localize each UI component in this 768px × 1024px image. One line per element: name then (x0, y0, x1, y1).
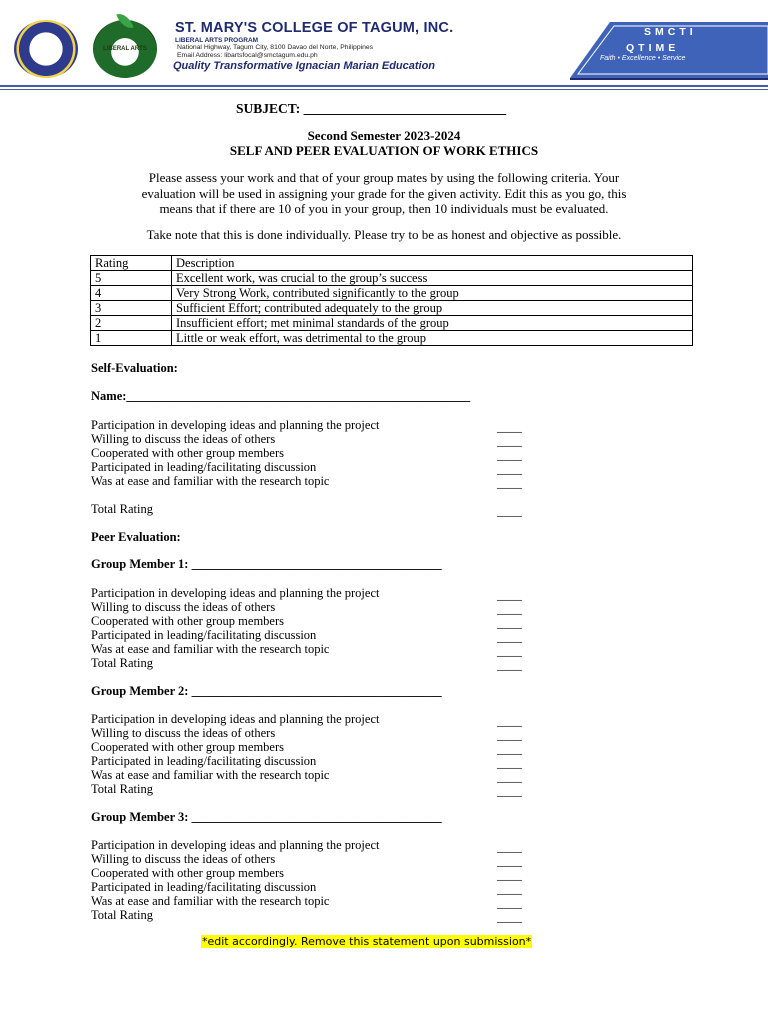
score-blank: ____ (497, 462, 522, 476)
criterion-label: Was at ease and familiar with the research topic (91, 768, 330, 782)
criterion-label: Cooperated with other group members (91, 866, 285, 880)
criterion-label: Participation in developing ideas and planning the project (91, 838, 380, 852)
criterion-label: Was at ease and familiar with the research topic (91, 642, 330, 656)
score-blank: ____ (497, 770, 522, 784)
edit-reminder-note: *edit accordingly. Remove this statement upon submission* (202, 935, 532, 948)
score-blank: ____ (497, 602, 522, 616)
criterion-label: Willing to discuss the ideas of others (91, 852, 276, 866)
score-blank: ____ (497, 420, 522, 434)
table-row (91, 286, 693, 301)
group-member-1-field: Group Member 1: ________________________________________ (91, 557, 442, 571)
score-blank: ____ (497, 476, 522, 490)
table-header-rating: Rating (91, 256, 172, 271)
banner-tagline: Faith • Excellence • Service (600, 55, 686, 62)
score-blank: ____ (497, 588, 522, 602)
criterion-label: Was at ease and familiar with the research topic (91, 894, 330, 908)
table-row (91, 301, 693, 316)
criterion-label: Cooperated with other group members (91, 740, 285, 754)
address-line: National Highway, Tagum City, 8100 Davao del Norte, Philippines (177, 44, 374, 51)
table-header-row (91, 256, 693, 271)
description-cell: Sufficient Effort; contributed adequately to the group (172, 301, 693, 316)
header-divider (0, 85, 768, 87)
score-blank: ____ (497, 644, 522, 658)
letterhead (0, 0, 768, 90)
description-cell: Insufficient effort; met minimal standards of the group (172, 316, 693, 331)
table-row (91, 271, 693, 286)
liberal-arts-logo-text: LIBERAL ARTS (103, 45, 147, 52)
email-line: Email Address: libartsfocal@smctagum.edu.ph (177, 52, 318, 59)
criterion-label: Cooperated with other group members (91, 446, 285, 460)
table-row (91, 316, 693, 331)
criterion-label: Participated in leading/facilitating discussion (91, 880, 317, 894)
document-title: SELF AND PEER EVALUATION OF WORK ETHICS (229, 143, 539, 158)
total-rating-label: Total Rating (91, 502, 153, 516)
score-blank: ____ (497, 742, 522, 756)
criterion-label: Participation in developing ideas and planning the project (91, 418, 380, 432)
group-member-2-field: Group Member 2: ________________________________________ (91, 684, 442, 698)
criterion-label: Participation in developing ideas and planning the project (91, 712, 380, 726)
score-blank: ____ (497, 756, 522, 770)
criterion-label: Willing to discuss the ideas of others (91, 432, 276, 446)
description-cell: Very Strong Work, contributed significantly to the group (172, 286, 693, 301)
score-blank: ____ (497, 868, 522, 882)
instructions (100, 170, 668, 217)
leaf-icon (116, 10, 133, 31)
table-row (91, 331, 693, 346)
header-divider-thin (0, 89, 768, 90)
college-seal-logo (14, 20, 78, 78)
instructions-line: means that if there are 10 of you in your group, then 10 individuals must be evaluated. (159, 201, 609, 216)
criterion-label: Willing to discuss the ideas of others (91, 600, 276, 614)
score-blank: ____ (497, 840, 522, 854)
rating-cell: 2 (91, 316, 172, 331)
total-rating-label: Total Rating (91, 656, 153, 670)
score-blank: ____ (497, 882, 522, 896)
score-blank: ____ (497, 448, 522, 462)
total-rating-label: Total Rating (91, 908, 153, 922)
rating-scale-table (90, 255, 693, 346)
criterion-label: Cooperated with other group members (91, 614, 285, 628)
score-blank: ____ (497, 714, 522, 728)
score-blank: ____ (497, 784, 522, 798)
total-rating-label: Total Rating (91, 782, 153, 796)
group-member-3-field: Group Member 3: ________________________________________ (91, 810, 442, 824)
address-block (177, 44, 373, 60)
banner-line-1: SMCTI (644, 26, 697, 38)
semester-label: Second Semester 2023-2024 (307, 128, 461, 143)
motto: Quality Transformative Ignacian Marian Education (173, 60, 436, 72)
score-blank: ____ (497, 616, 522, 630)
criterion-label: Participated in leading/facilitating discussion (91, 628, 317, 642)
score-blank: ____ (497, 728, 522, 742)
peer-evaluation-heading: Peer Evaluation: (91, 530, 181, 544)
smcti-banner (570, 22, 768, 80)
score-blank: ____ (497, 504, 522, 518)
rating-cell: 4 (91, 286, 172, 301)
liberal-arts-logo (93, 20, 157, 78)
score-blank: ____ (497, 896, 522, 910)
score-blank: ____ (497, 434, 522, 448)
score-blank: ____ (497, 658, 522, 672)
rating-cell: 1 (91, 331, 172, 346)
banner-line-2: QTIME (626, 42, 680, 54)
table-header-description: Description (172, 256, 693, 271)
rating-cell: 5 (91, 271, 172, 286)
school-name: ST. MARY'S COLLEGE OF TAGUM, INC. (175, 20, 454, 36)
score-blank: ____ (497, 910, 522, 924)
self-evaluation-heading: Self-Evaluation: (91, 361, 178, 375)
score-blank: ____ (497, 854, 522, 868)
program-name: LIBERAL ARTS PROGRAM (175, 37, 259, 44)
description-cell: Little or weak effort, was detrimental to the group (172, 331, 693, 346)
score-blank: ____ (497, 630, 522, 644)
criterion-label: Participation in developing ideas and planning the project (91, 586, 380, 600)
honesty-note: Take note that this is done individually. Please try to be as honest and objective as possible. (146, 227, 622, 242)
criterion-label: Was at ease and familiar with the research topic (91, 474, 330, 488)
criterion-label: Willing to discuss the ideas of others (91, 726, 276, 740)
description-cell: Excellent work, was crucial to the group’s success (172, 271, 693, 286)
self-name-field: Name:_______________________________________________________ (91, 389, 471, 403)
subject-field: SUBJECT: ______________________________ (236, 101, 507, 116)
criterion-label: Participated in leading/facilitating discussion (91, 754, 317, 768)
criterion-label: Participated in leading/facilitating discussion (91, 460, 317, 474)
rating-cell: 3 (91, 301, 172, 316)
instructions-line: Please assess your work and that of your group mates by using the following criteria. Your (148, 170, 620, 185)
instructions-line: evaluation will be used in assigning your grade for the given activity. Edit this as you go, this (141, 185, 627, 201)
